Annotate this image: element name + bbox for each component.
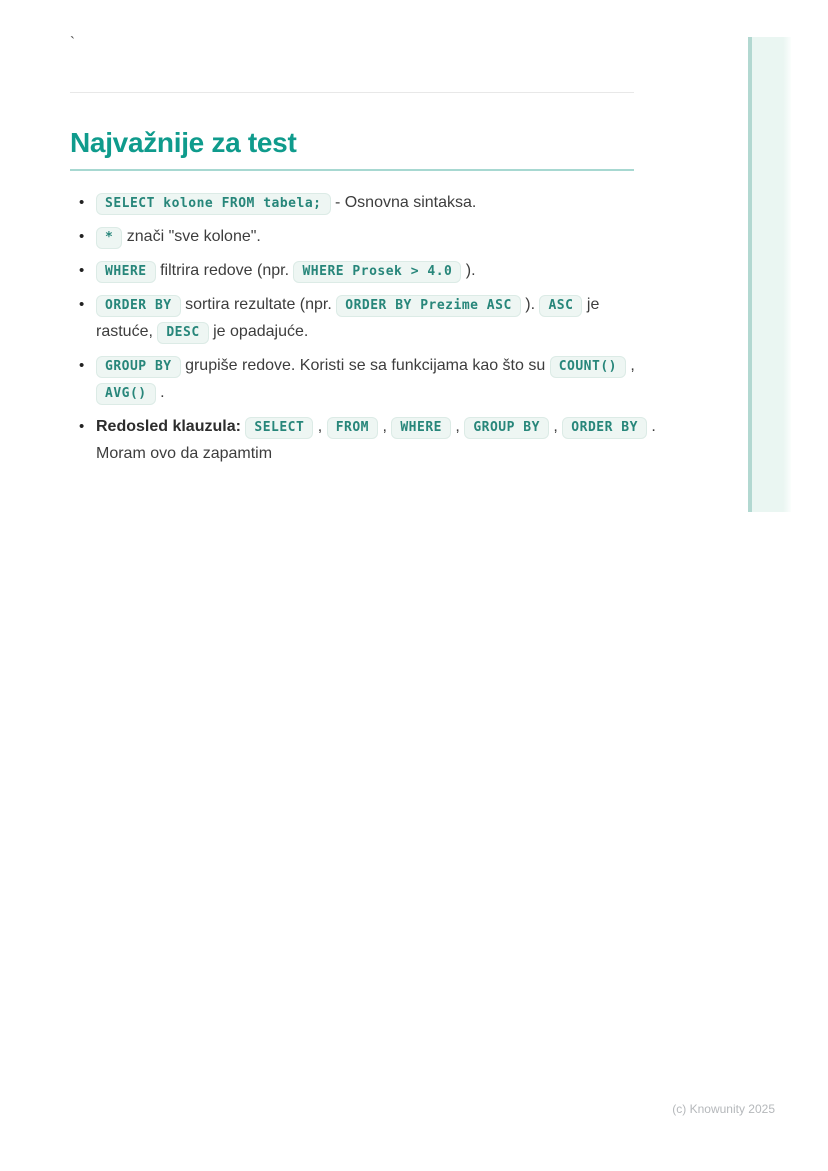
heading-underline [70,169,634,171]
footer-credit: (c) Knowunity 2025 [672,1102,775,1116]
inline-code-badge: ASC [539,295,582,317]
bullet-marker: • [79,296,85,313]
bullet-marker: • [79,357,85,374]
text-segment: znači "sve kolone". [122,228,261,245]
list-item [70,352,636,406]
text-segment: . [646,418,656,435]
bold-text-segment: Redosled klauzula: [96,418,246,435]
bullet-marker: • [79,262,85,279]
key-points-list [70,189,656,474]
list-item-content [96,291,636,345]
text-segment: , [313,418,327,435]
inline-code-badge: DESC [157,322,208,344]
bullet-marker: • [79,418,85,435]
list-item [70,223,636,250]
list-item [70,413,656,467]
text-segment: , [450,418,465,435]
list-item-line [96,291,636,318]
list-item-content [96,189,636,216]
inline-code-badge: WHERE [391,417,451,439]
inline-code-badge: WHERE [96,261,156,283]
inline-code-badge: AVG() [96,383,156,405]
list-item-line [96,223,636,250]
bullet-marker: • [79,194,85,211]
inline-code-badge: COUNT() [550,356,626,378]
list-item-line [96,440,636,467]
text-segment: filtrira redove (npr. [155,262,294,279]
inline-code-badge: GROUP BY [464,417,549,439]
inline-code-badge: * [96,227,122,249]
list-item-line [96,318,636,345]
list-item [70,257,636,284]
text-segment: , [625,357,635,374]
list-item [70,291,636,345]
text-segment: sortira rezultate (npr. [180,296,337,313]
text-segment: ). [520,296,540,313]
inline-code-badge: WHERE Prosek > 4.0 [293,261,461,283]
top-divider [70,92,634,93]
inline-code-badge: ORDER BY [562,417,647,439]
text-segment: - Osnovna sintaksa. [330,194,477,211]
list-item-line [96,413,656,440]
list-item-content [96,413,656,467]
text-segment: , [378,418,392,435]
inline-code-badge: ORDER BY [96,295,181,317]
list-item [70,189,636,216]
inline-code-badge: FROM [327,417,378,439]
inline-code-badge: ORDER BY Prezime ASC [336,295,521,317]
text-segment: , [548,418,563,435]
list-item-content [96,257,636,284]
text-segment: je opadajuće. [208,323,309,340]
text-segment: je [582,296,600,313]
list-item-line [96,257,636,284]
text-segment: Moram ovo da zapamtim [96,445,273,462]
text-segment: ). [461,262,476,279]
text-segment: grupiše redove. Koristi se sa funkcijama kao što su [180,357,550,374]
list-item-content [96,352,636,406]
stray-backtick-character: ` [70,34,75,51]
side-highlight-bar [748,37,791,512]
inline-code-badge: SELECT [245,417,313,439]
inline-code-badge: GROUP BY [96,356,181,378]
list-item-line [96,379,636,406]
text-segment: rastuće, [96,323,158,340]
page-title: Najvažnije za test [70,127,297,158]
inline-code-badge: SELECT kolone FROM tabela; [96,193,331,215]
list-item-line [96,352,636,379]
bullet-marker: • [79,228,85,245]
list-item-line [96,189,636,216]
list-item-content [96,223,636,250]
text-segment: . [155,384,165,401]
